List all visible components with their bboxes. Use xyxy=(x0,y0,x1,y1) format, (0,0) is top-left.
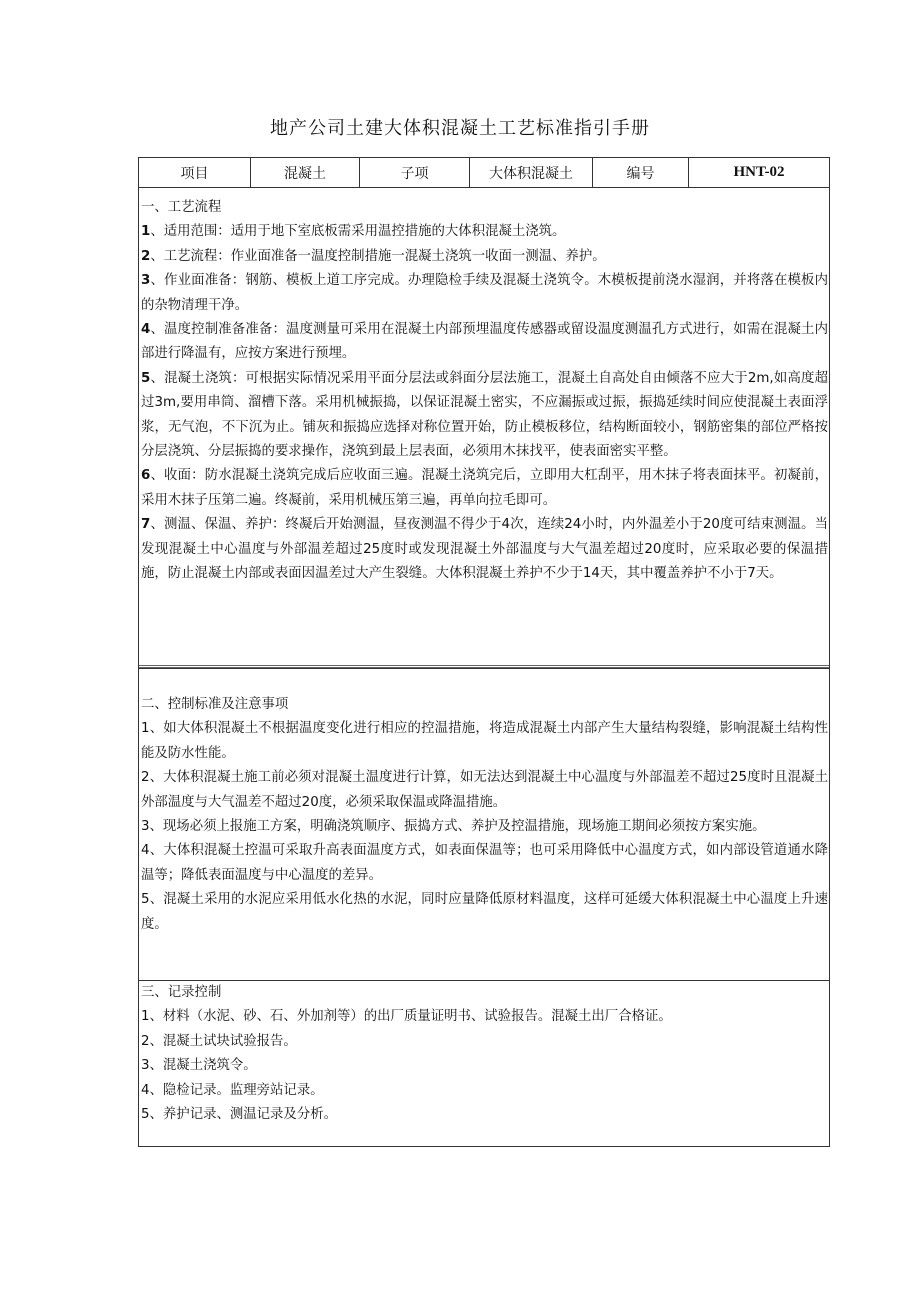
item-number: 3 xyxy=(141,273,151,289)
list-item xyxy=(141,1054,828,1078)
header-row xyxy=(139,158,829,188)
item-number: 4 xyxy=(141,1082,150,1098)
list-item xyxy=(141,269,828,318)
item-label-cell: 项目 xyxy=(139,158,251,187)
section-record-control xyxy=(139,980,829,1146)
item-text: 、工艺流程：作业面准备一温度控制措施一混凝土浇筑一收面一测温、养护。 xyxy=(150,248,606,264)
item-number: 1 xyxy=(141,1009,150,1025)
list-item xyxy=(141,839,828,888)
document-title: 地产公司土建大体积混凝土工艺标准指引手册 xyxy=(270,118,650,139)
item-number: 5 xyxy=(141,892,150,908)
code-label-cell: 编号 xyxy=(593,158,689,187)
item-text: 、温度控制准备准备：温度测量可采用在混凝土内部预埋温度传感器或留设温度测温孔方式进行，如需在混凝土内部进行降温有，应按方案进行预埋。 xyxy=(141,322,828,362)
item-number: 1 xyxy=(141,721,150,737)
list-item xyxy=(141,513,828,586)
section-process-flow xyxy=(139,188,829,668)
section-heading: 一、工艺流程 xyxy=(141,200,222,215)
item-number: 5 xyxy=(141,370,151,386)
item-number: 4 xyxy=(141,322,151,338)
list-item xyxy=(141,1079,828,1103)
list-item xyxy=(141,1103,828,1127)
item-number: 5 xyxy=(141,1107,150,1123)
item-number: 2 xyxy=(141,1033,150,1049)
item-text: 、大体积混凝土施工前必须对混凝土温度进行计算，如无法达到混凝土中心温度与外部温差不超过25度时且混凝土外部温度与大气温差不超过20度，必须采取保温或降温措施。 xyxy=(141,770,828,810)
list-item xyxy=(141,464,828,513)
list-item xyxy=(141,1030,828,1054)
item-text: 、大体积混凝土控温可采取升高表面温度方式，如表面保温等；也可采用降低中心温度方式，如内部设管道通水降温等；降低表面温度与中心温度的差异。 xyxy=(141,843,828,883)
item-number: 3 xyxy=(141,1058,150,1074)
item-value-cell: 混凝土 xyxy=(251,158,360,187)
item-text: 、测温、保温、养护：终凝后开始测温，昼夜测温不得少于4次，连续24小时，内外温差小于20度可结束测温。当发现混凝土中心温度与外部温差超过25度时或发现混凝土外部温度与大气温差超过20度时，应采取必要的保温措施，防止混凝土内部或表面因温差过大产生裂缝。大体积混凝土养护不少于14天，其中覆盖养护不小于7天。 xyxy=(141,517,828,582)
subitem-label-cell: 子项 xyxy=(360,158,470,187)
section-heading: 二、控制标准及注意事项 xyxy=(141,697,289,712)
section-heading: 三、记录控制 xyxy=(141,985,222,1000)
list-item xyxy=(141,717,828,766)
list-item xyxy=(141,245,828,269)
item-text: 、收面：防水混凝土浇筑完成后应收面三遍。混凝土浇筑完后，立即用大杠刮平，用木抹子将表面抹平。初凝前，采用木抹子压第二遍。终凝前，采用机械压第三遍，再单向拉毛即可。 xyxy=(141,468,828,508)
item-text: 、混凝土浇筑：可根据实际情况采用平面分层法或斜面分层法施工，混凝土自高处自由倾落不应大于2m,如高度超过3m,要用串筒、溜槽下落。采用机械振捣，以保证混凝土密实，不应漏振或过振，振捣延续时间应使混凝土表面浮浆，无气泡，不下沉为止。铺灰和振捣应选择对称位置开始，防止模板移位，结构断面较小，钢筋密集的部位严格按分层浇筑、分层振捣的要求操作，浇筑到最上层表面，必须用木抹找平，使表面密实平整。 xyxy=(141,370,828,460)
standard-sheet-table xyxy=(138,157,830,1147)
list-item xyxy=(141,367,828,465)
item-number: 7 xyxy=(141,517,151,533)
subitem-value-cell: 大体积混凝土 xyxy=(470,158,593,187)
section-control-standards xyxy=(139,668,829,980)
item-number: 3 xyxy=(141,819,150,835)
item-text: 、隐检记录。监理旁站记录。 xyxy=(149,1082,324,1098)
code-value-cell: HNT-02 xyxy=(733,164,785,180)
item-number: 4 xyxy=(141,843,150,859)
item-text: 、混凝土浇筑令。 xyxy=(149,1058,257,1074)
item-text: 、混凝土试块试验报告。 xyxy=(149,1033,297,1049)
item-text: 、适用范围：适用于地下室底板需采用温控措施的大体积混凝土浇筑。 xyxy=(150,224,566,240)
list-item xyxy=(141,1005,828,1029)
list-item xyxy=(141,766,828,815)
item-text: 、作业面准备：钢筋、模板上道工序完成。办理隐检手续及混凝土浇筑令。木模板提前浇水湿润，并将落在模板内的杂物清理干净。 xyxy=(141,273,828,313)
item-text: 、混凝土采用的水泥应采用低水化热的水泥，同时应量降低原材料温度，这样可延缓大体积混凝土中心温度上升速度。 xyxy=(141,892,828,932)
list-item xyxy=(141,888,828,937)
item-number: 2 xyxy=(141,770,150,786)
list-item xyxy=(141,318,828,367)
list-item xyxy=(141,220,828,244)
list-item xyxy=(141,815,828,839)
item-text: 、如大体积混凝土不根据温度变化进行相应的控温措施，将造成混凝土内部产生大量结构裂缝，影响混凝土结构性能及防水性能。 xyxy=(141,721,828,761)
item-text: 、养护记录、测温记录及分析。 xyxy=(149,1107,337,1123)
item-number: 1 xyxy=(141,224,151,240)
item-text: 、现场必须上报施工方案，明确浇筑顺序、振捣方式、养护及控温措施，现场施工期间必须按方案实施。 xyxy=(149,819,766,835)
item-number: 2 xyxy=(141,248,151,264)
item-text: 、材料（水泥、砂、石、外加剂等）的出厂质量证明书、试验报告。混凝土出厂合格证。 xyxy=(149,1009,672,1025)
item-number: 6 xyxy=(141,468,151,484)
